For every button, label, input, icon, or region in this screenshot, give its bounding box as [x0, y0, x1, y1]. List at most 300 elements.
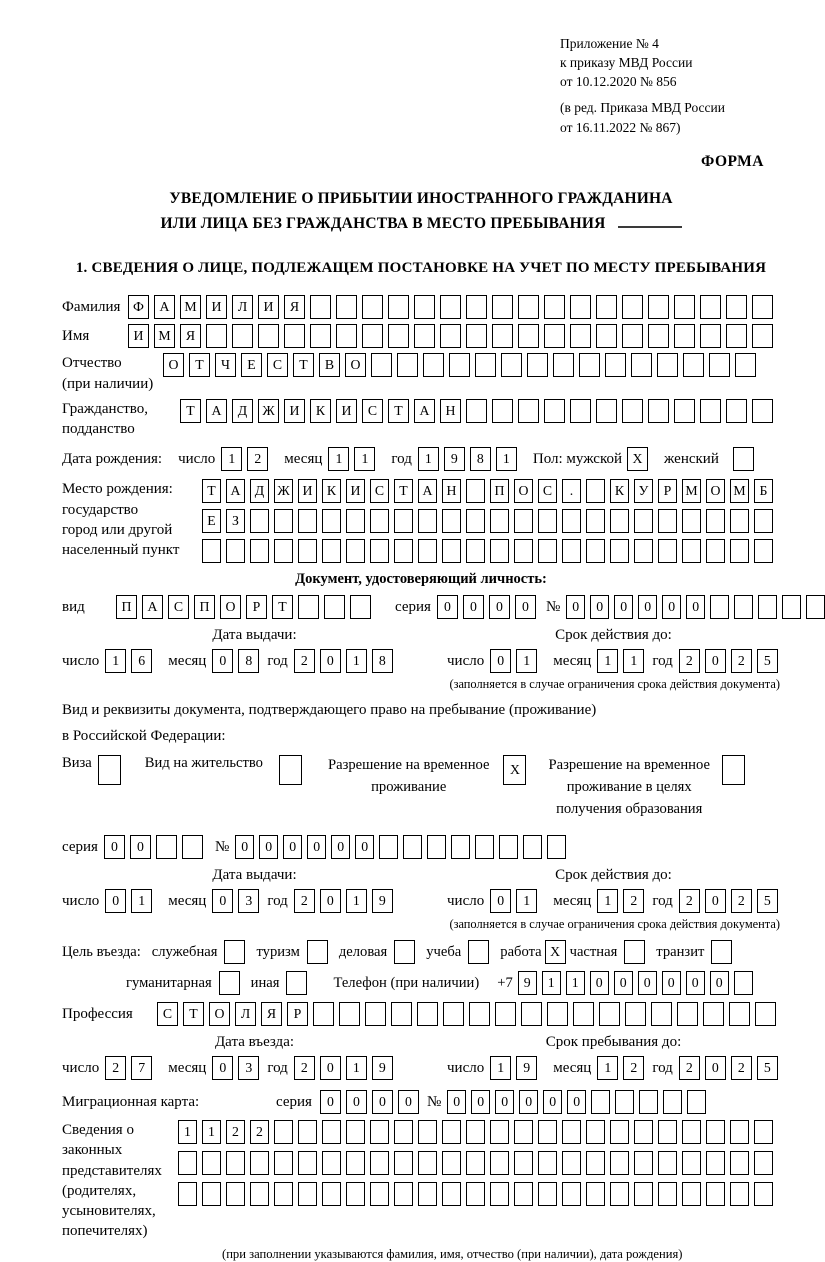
char-cell[interactable]	[752, 324, 773, 348]
purpose-opt-chastnaya-checkbox[interactable]	[624, 940, 645, 964]
char-cell[interactable]: .	[562, 479, 581, 503]
char-cell[interactable]: 1	[490, 1056, 511, 1080]
char-cell[interactable]	[226, 1182, 245, 1206]
char-cell[interactable]	[414, 324, 435, 348]
char-cell[interactable]	[226, 539, 245, 563]
char-cell[interactable]: Л	[232, 295, 253, 319]
char-cell[interactable]	[547, 835, 566, 859]
char-cell[interactable]	[682, 1120, 701, 1144]
char-cell[interactable]: П	[194, 595, 215, 619]
char-cell[interactable]: 9	[444, 447, 465, 471]
purpose-opt-sluzhebnaya-checkbox[interactable]	[224, 940, 245, 964]
char-cell[interactable]	[414, 295, 435, 319]
char-cell[interactable]: 0	[212, 889, 233, 913]
char-cell[interactable]: 2	[250, 1120, 269, 1144]
char-cell[interactable]: 9	[518, 971, 537, 995]
char-cell[interactable]: Ж	[274, 479, 293, 503]
char-cell[interactable]: 1	[346, 889, 367, 913]
char-cell[interactable]	[466, 1182, 485, 1206]
char-cell[interactable]: 0	[398, 1090, 419, 1114]
char-cell[interactable]	[624, 940, 645, 964]
char-cell[interactable]	[658, 509, 677, 533]
char-cell[interactable]: А	[414, 399, 435, 423]
char-cell[interactable]	[631, 353, 652, 377]
char-cell[interactable]	[379, 835, 398, 859]
char-cell[interactable]: 0	[686, 971, 705, 995]
char-cell[interactable]	[562, 1182, 581, 1206]
char-cell[interactable]: 0	[662, 595, 681, 619]
char-cell[interactable]	[324, 595, 345, 619]
char-cell[interactable]: 1	[516, 649, 537, 673]
char-cell[interactable]	[449, 353, 470, 377]
char-cell[interactable]	[370, 1151, 389, 1175]
char-cell[interactable]	[682, 1182, 701, 1206]
char-cell[interactable]	[710, 595, 729, 619]
char-cell[interactable]: 0	[566, 595, 585, 619]
char-cell[interactable]	[648, 399, 669, 423]
char-cell[interactable]	[726, 324, 747, 348]
char-cell[interactable]	[755, 1002, 776, 1026]
char-cell[interactable]: И	[346, 479, 365, 503]
char-cell[interactable]: 1	[354, 447, 375, 471]
char-cell[interactable]	[279, 755, 302, 785]
char-cell[interactable]	[391, 1002, 412, 1026]
char-cell[interactable]	[427, 835, 446, 859]
char-cell[interactable]	[596, 399, 617, 423]
char-cell[interactable]: Т	[189, 353, 210, 377]
char-cell[interactable]	[346, 1120, 365, 1144]
char-cell[interactable]	[586, 479, 605, 503]
char-cell[interactable]	[495, 1002, 516, 1026]
char-cell[interactable]	[730, 1151, 749, 1175]
char-cell[interactable]: 2	[679, 649, 700, 673]
char-cell[interactable]	[397, 353, 418, 377]
char-cell[interactable]	[182, 835, 203, 859]
char-cell[interactable]: 0	[212, 649, 233, 673]
char-cell[interactable]	[730, 1120, 749, 1144]
char-cell[interactable]	[490, 1182, 509, 1206]
purpose-opt-tranzit-checkbox[interactable]	[711, 940, 732, 964]
char-cell[interactable]	[284, 324, 305, 348]
char-cell[interactable]: А	[142, 595, 163, 619]
char-cell[interactable]	[371, 353, 392, 377]
char-cell[interactable]: В	[319, 353, 340, 377]
char-cell[interactable]: 7	[131, 1056, 152, 1080]
char-cell[interactable]: 0	[212, 1056, 233, 1080]
char-cell[interactable]: М	[180, 295, 201, 319]
char-cell[interactable]	[700, 295, 721, 319]
char-cell[interactable]	[206, 324, 227, 348]
char-cell[interactable]: 0	[490, 889, 511, 913]
char-cell[interactable]	[370, 1120, 389, 1144]
char-cell[interactable]	[706, 509, 725, 533]
char-cell[interactable]	[591, 1090, 610, 1114]
char-cell[interactable]: 0	[705, 889, 726, 913]
char-cell[interactable]: Т	[202, 479, 221, 503]
char-cell[interactable]	[722, 755, 745, 785]
char-cell[interactable]	[639, 1090, 658, 1114]
char-cell[interactable]: 2	[731, 649, 752, 673]
char-cell[interactable]	[418, 1120, 437, 1144]
char-cell[interactable]: 1	[597, 649, 618, 673]
char-cell[interactable]: 2	[623, 1056, 644, 1080]
char-cell[interactable]: Т	[272, 595, 293, 619]
char-cell[interactable]: 9	[516, 1056, 537, 1080]
char-cell[interactable]	[544, 295, 565, 319]
char-cell[interactable]: С	[538, 479, 557, 503]
char-cell[interactable]	[625, 1002, 646, 1026]
char-cell[interactable]	[466, 1151, 485, 1175]
char-cell[interactable]	[570, 399, 591, 423]
temp-permit-edu-checkbox[interactable]	[722, 755, 745, 785]
char-cell[interactable]	[586, 1120, 605, 1144]
char-cell[interactable]	[658, 539, 677, 563]
char-cell[interactable]	[394, 1120, 413, 1144]
char-cell[interactable]: Е	[202, 509, 221, 533]
char-cell[interactable]: 8	[372, 649, 393, 673]
char-cell[interactable]: 0	[331, 835, 350, 859]
char-cell[interactable]	[682, 509, 701, 533]
char-cell[interactable]	[451, 835, 470, 859]
char-cell[interactable]	[544, 324, 565, 348]
purpose-opt-rabota-checkbox[interactable]	[545, 940, 566, 964]
char-cell[interactable]	[658, 1151, 677, 1175]
char-cell[interactable]: 0	[320, 1056, 341, 1080]
char-cell[interactable]	[758, 595, 777, 619]
char-cell[interactable]: К	[322, 479, 341, 503]
char-cell[interactable]: 1	[597, 889, 618, 913]
char-cell[interactable]	[403, 835, 422, 859]
char-cell[interactable]: 0	[705, 1056, 726, 1080]
char-cell[interactable]: 6	[131, 649, 152, 673]
char-cell[interactable]	[782, 595, 801, 619]
char-cell[interactable]: 0	[437, 595, 458, 619]
char-cell[interactable]: П	[116, 595, 137, 619]
char-cell[interactable]: 9	[372, 889, 393, 913]
char-cell[interactable]	[394, 509, 413, 533]
char-cell[interactable]	[562, 509, 581, 533]
char-cell[interactable]	[562, 1120, 581, 1144]
char-cell[interactable]: X	[503, 755, 526, 785]
char-cell[interactable]: 0	[447, 1090, 466, 1114]
char-cell[interactable]	[754, 1120, 773, 1144]
char-cell[interactable]	[313, 1002, 334, 1026]
char-cell[interactable]	[202, 1151, 221, 1175]
char-cell[interactable]: М	[730, 479, 749, 503]
char-cell[interactable]	[258, 324, 279, 348]
char-cell[interactable]: 0	[307, 835, 326, 859]
char-cell[interactable]	[346, 509, 365, 533]
char-cell[interactable]: 0	[104, 835, 125, 859]
residence-permit-checkbox[interactable]	[279, 755, 302, 785]
char-cell[interactable]: Л	[235, 1002, 256, 1026]
char-cell[interactable]	[394, 539, 413, 563]
char-cell[interactable]	[388, 295, 409, 319]
char-cell[interactable]: Т	[183, 1002, 204, 1026]
char-cell[interactable]: 9	[372, 1056, 393, 1080]
char-cell[interactable]	[298, 1182, 317, 1206]
char-cell[interactable]	[370, 509, 389, 533]
char-cell[interactable]	[417, 1002, 438, 1026]
char-cell[interactable]: Р	[246, 595, 267, 619]
char-cell[interactable]: 0	[638, 595, 657, 619]
char-cell[interactable]	[622, 399, 643, 423]
char-cell[interactable]	[274, 539, 293, 563]
char-cell[interactable]	[322, 1120, 341, 1144]
char-cell[interactable]	[466, 295, 487, 319]
char-cell[interactable]	[370, 539, 389, 563]
char-cell[interactable]: И	[336, 399, 357, 423]
char-cell[interactable]	[514, 1120, 533, 1144]
char-cell[interactable]: М	[682, 479, 701, 503]
char-cell[interactable]: С	[168, 595, 189, 619]
char-cell[interactable]	[394, 1151, 413, 1175]
char-cell[interactable]: 0	[543, 1090, 562, 1114]
char-cell[interactable]	[683, 353, 704, 377]
char-cell[interactable]: 0	[283, 835, 302, 859]
char-cell[interactable]: Н	[440, 399, 461, 423]
char-cell[interactable]	[610, 509, 629, 533]
char-cell[interactable]	[706, 1151, 725, 1175]
char-cell[interactable]: 0	[590, 595, 609, 619]
char-cell[interactable]: Т	[180, 399, 201, 423]
char-cell[interactable]	[514, 539, 533, 563]
char-cell[interactable]	[466, 479, 485, 503]
char-cell[interactable]	[752, 295, 773, 319]
char-cell[interactable]	[615, 1090, 634, 1114]
char-cell[interactable]	[499, 835, 518, 859]
char-cell[interactable]: Е	[241, 353, 262, 377]
char-cell[interactable]: 0	[590, 971, 609, 995]
char-cell[interactable]: И	[206, 295, 227, 319]
char-cell[interactable]	[726, 295, 747, 319]
char-cell[interactable]	[443, 1002, 464, 1026]
char-cell[interactable]	[634, 1151, 653, 1175]
char-cell[interactable]	[442, 1120, 461, 1144]
char-cell[interactable]	[622, 324, 643, 348]
char-cell[interactable]: 1	[418, 447, 439, 471]
char-cell[interactable]: 0	[320, 1090, 341, 1114]
char-cell[interactable]	[322, 539, 341, 563]
char-cell[interactable]: 0	[515, 595, 536, 619]
char-cell[interactable]	[492, 324, 513, 348]
char-cell[interactable]	[544, 399, 565, 423]
char-cell[interactable]: Д	[250, 479, 269, 503]
char-cell[interactable]: 0	[614, 595, 633, 619]
char-cell[interactable]: О	[706, 479, 725, 503]
char-cell[interactable]: 0	[567, 1090, 586, 1114]
char-cell[interactable]: 2	[679, 1056, 700, 1080]
char-cell[interactable]	[365, 1002, 386, 1026]
char-cell[interactable]	[232, 324, 253, 348]
char-cell[interactable]: С	[362, 399, 383, 423]
char-cell[interactable]	[622, 295, 643, 319]
char-cell[interactable]	[733, 447, 754, 471]
char-cell[interactable]: X	[545, 940, 566, 964]
purpose-opt-turizm-checkbox[interactable]	[307, 940, 328, 964]
char-cell[interactable]: 0	[471, 1090, 490, 1114]
char-cell[interactable]	[726, 399, 747, 423]
char-cell[interactable]	[442, 509, 461, 533]
char-cell[interactable]: А	[206, 399, 227, 423]
sex-male-checkbox[interactable]	[627, 447, 648, 471]
char-cell[interactable]: 8	[238, 649, 259, 673]
char-cell[interactable]: 0	[662, 971, 681, 995]
char-cell[interactable]: 2	[226, 1120, 245, 1144]
char-cell[interactable]	[700, 399, 721, 423]
char-cell[interactable]	[527, 353, 548, 377]
char-cell[interactable]	[423, 353, 444, 377]
char-cell[interactable]: 2	[623, 889, 644, 913]
char-cell[interactable]: К	[610, 479, 629, 503]
char-cell[interactable]: Н	[442, 479, 461, 503]
char-cell[interactable]: О	[163, 353, 184, 377]
phone-cells[interactable]	[518, 971, 753, 995]
char-cell[interactable]	[538, 1182, 557, 1206]
char-cell[interactable]	[336, 324, 357, 348]
char-cell[interactable]	[605, 353, 626, 377]
char-cell[interactable]	[553, 353, 574, 377]
char-cell[interactable]	[178, 1151, 197, 1175]
char-cell[interactable]	[350, 595, 371, 619]
char-cell[interactable]	[518, 324, 539, 348]
char-cell[interactable]	[466, 399, 487, 423]
char-cell[interactable]: 1	[566, 971, 585, 995]
char-cell[interactable]: И	[128, 324, 149, 348]
char-cell[interactable]: Ж	[258, 399, 279, 423]
char-cell[interactable]: Б	[754, 479, 773, 503]
char-cell[interactable]: 1	[346, 649, 367, 673]
char-cell[interactable]: 3	[238, 1056, 259, 1080]
char-cell[interactable]	[286, 971, 307, 995]
char-cell[interactable]	[466, 1120, 485, 1144]
char-cell[interactable]	[250, 539, 269, 563]
char-cell[interactable]	[362, 324, 383, 348]
char-cell[interactable]	[706, 1182, 725, 1206]
char-cell[interactable]	[466, 509, 485, 533]
char-cell[interactable]	[752, 399, 773, 423]
char-cell[interactable]	[394, 940, 415, 964]
char-cell[interactable]	[610, 1151, 629, 1175]
char-cell[interactable]: 0	[346, 1090, 367, 1114]
char-cell[interactable]: 1	[542, 971, 561, 995]
char-cell[interactable]: 1	[597, 1056, 618, 1080]
char-cell[interactable]: 0	[130, 835, 151, 859]
char-cell[interactable]	[178, 1182, 197, 1206]
visa-checkbox[interactable]	[98, 755, 121, 785]
char-cell[interactable]	[700, 324, 721, 348]
char-cell[interactable]	[706, 539, 725, 563]
char-cell[interactable]	[570, 295, 591, 319]
char-cell[interactable]	[658, 1120, 677, 1144]
char-cell[interactable]: 0	[638, 971, 657, 995]
char-cell[interactable]: С	[267, 353, 288, 377]
char-cell[interactable]: С	[157, 1002, 178, 1026]
char-cell[interactable]: Т	[388, 399, 409, 423]
char-cell[interactable]	[730, 539, 749, 563]
char-cell[interactable]	[703, 1002, 724, 1026]
char-cell[interactable]	[586, 539, 605, 563]
char-cell[interactable]: Ч	[215, 353, 236, 377]
char-cell[interactable]	[570, 324, 591, 348]
char-cell[interactable]	[521, 1002, 542, 1026]
char-cell[interactable]	[469, 1002, 490, 1026]
char-cell[interactable]: 0	[686, 595, 705, 619]
char-cell[interactable]: Т	[293, 353, 314, 377]
char-cell[interactable]	[586, 1182, 605, 1206]
char-cell[interactable]	[370, 1182, 389, 1206]
char-cell[interactable]	[674, 399, 695, 423]
char-cell[interactable]	[658, 1182, 677, 1206]
char-cell[interactable]	[202, 1182, 221, 1206]
char-cell[interactable]	[346, 539, 365, 563]
char-cell[interactable]	[634, 509, 653, 533]
char-cell[interactable]	[518, 295, 539, 319]
char-cell[interactable]	[440, 295, 461, 319]
char-cell[interactable]: 2	[247, 447, 268, 471]
char-cell[interactable]	[442, 1182, 461, 1206]
char-cell[interactable]: 1	[496, 447, 517, 471]
char-cell[interactable]	[562, 1151, 581, 1175]
char-cell[interactable]	[547, 1002, 568, 1026]
char-cell[interactable]: 0	[489, 595, 510, 619]
char-cell[interactable]	[514, 1151, 533, 1175]
char-cell[interactable]	[754, 1182, 773, 1206]
char-cell[interactable]	[674, 324, 695, 348]
char-cell[interactable]	[442, 539, 461, 563]
char-cell[interactable]	[394, 1182, 413, 1206]
char-cell[interactable]	[596, 324, 617, 348]
char-cell[interactable]: 0	[355, 835, 374, 859]
char-cell[interactable]	[274, 1151, 293, 1175]
char-cell[interactable]	[202, 539, 221, 563]
char-cell[interactable]	[98, 755, 121, 785]
char-cell[interactable]	[388, 324, 409, 348]
char-cell[interactable]: 0	[519, 1090, 538, 1114]
char-cell[interactable]: А	[154, 295, 175, 319]
char-cell[interactable]	[418, 1151, 437, 1175]
char-cell[interactable]	[687, 1090, 706, 1114]
char-cell[interactable]	[226, 1151, 245, 1175]
char-cell[interactable]	[501, 353, 522, 377]
char-cell[interactable]	[657, 353, 678, 377]
char-cell[interactable]: 1	[105, 649, 126, 673]
char-cell[interactable]: Ф	[128, 295, 149, 319]
char-cell[interactable]	[538, 539, 557, 563]
purpose-opt-delovaya-checkbox[interactable]	[394, 940, 415, 964]
char-cell[interactable]: 8	[470, 447, 491, 471]
char-cell[interactable]	[562, 539, 581, 563]
char-cell[interactable]	[586, 509, 605, 533]
char-cell[interactable]	[674, 295, 695, 319]
char-cell[interactable]	[806, 595, 825, 619]
char-cell[interactable]	[538, 1120, 557, 1144]
char-cell[interactable]	[709, 353, 730, 377]
char-cell[interactable]	[706, 1120, 725, 1144]
char-cell[interactable]: 2	[294, 889, 315, 913]
char-cell[interactable]	[322, 509, 341, 533]
char-cell[interactable]: 0	[320, 649, 341, 673]
char-cell[interactable]	[490, 509, 509, 533]
char-cell[interactable]	[339, 1002, 360, 1026]
char-cell[interactable]: 1	[178, 1120, 197, 1144]
char-cell[interactable]: Т	[394, 479, 413, 503]
char-cell[interactable]: 1	[623, 649, 644, 673]
char-cell[interactable]	[538, 1151, 557, 1175]
char-cell[interactable]: 1	[221, 447, 242, 471]
char-cell[interactable]	[734, 595, 753, 619]
char-cell[interactable]	[250, 1182, 269, 1206]
